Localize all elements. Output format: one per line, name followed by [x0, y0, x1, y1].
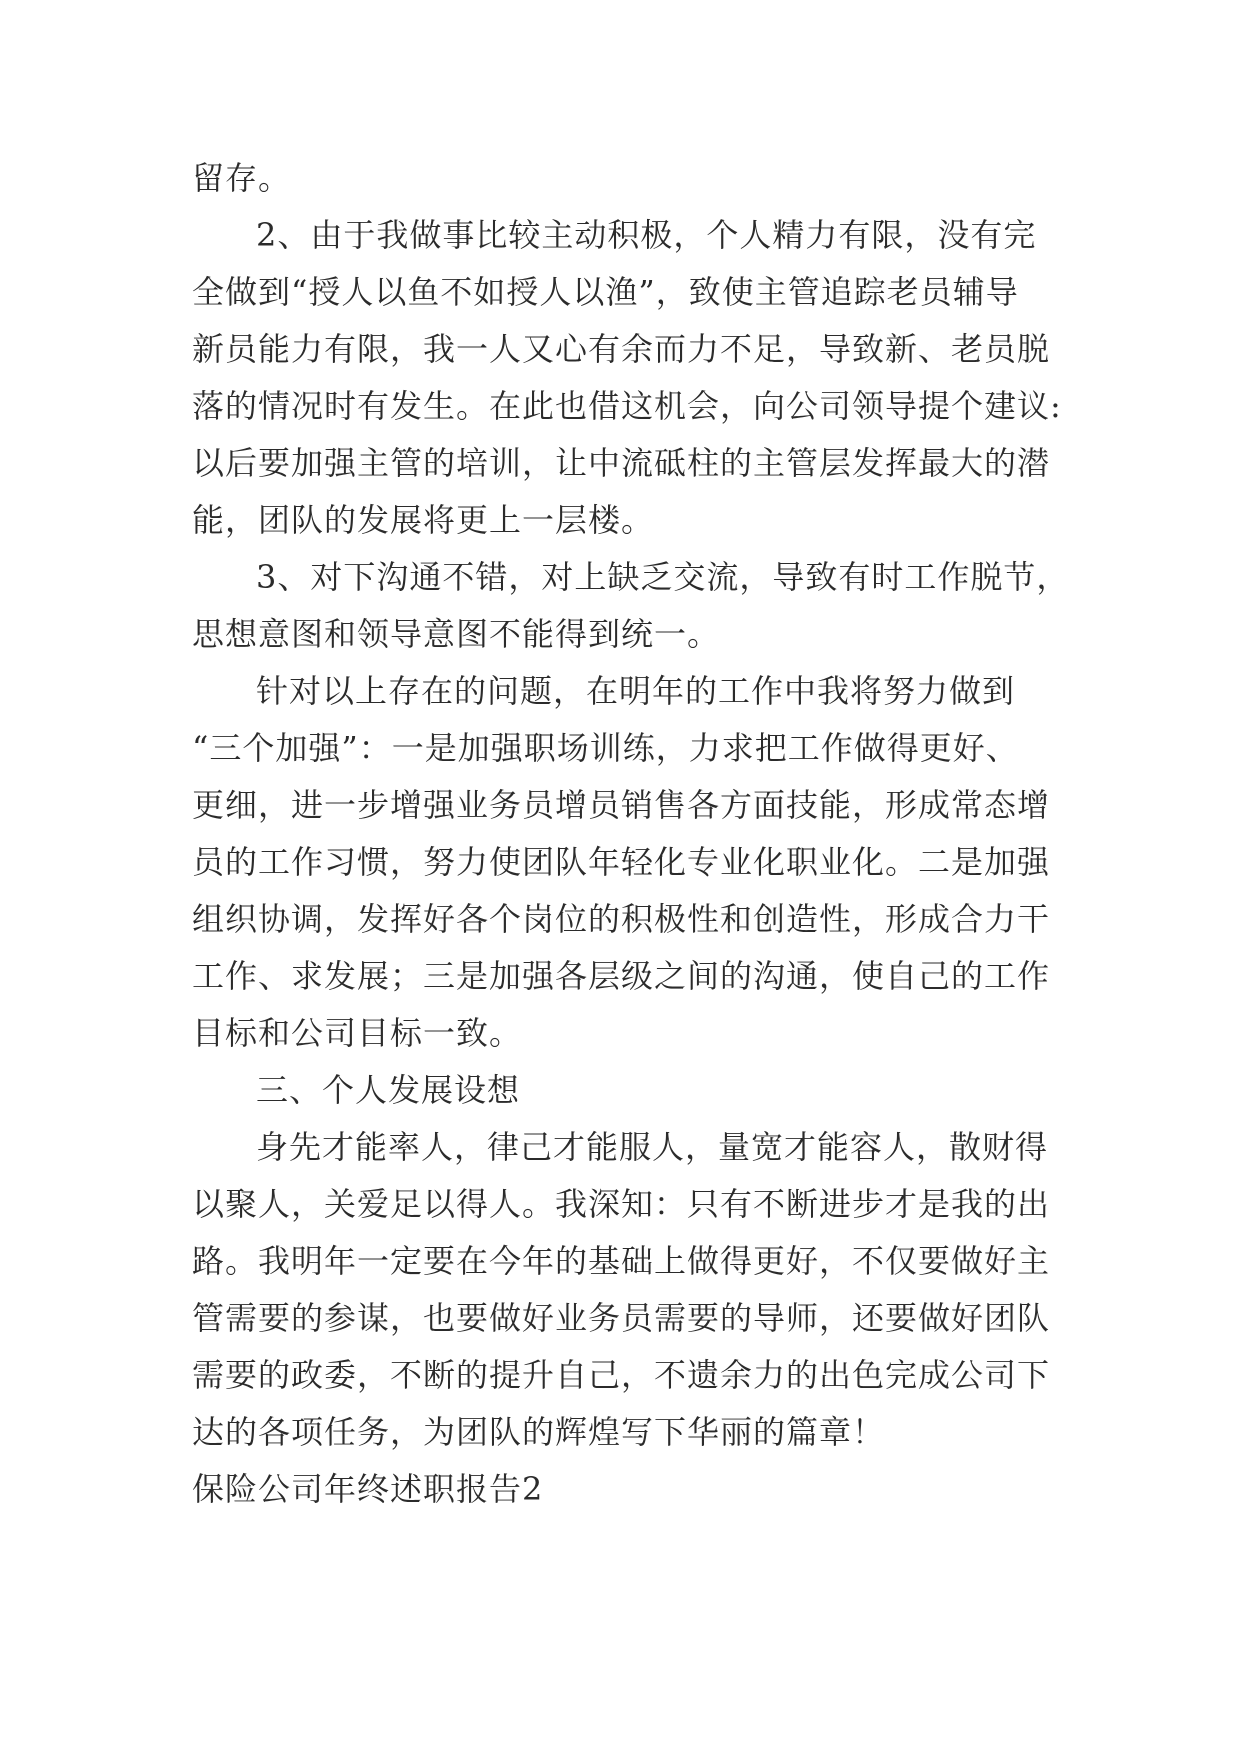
text-line: 全做到“授人以鱼不如授人以渔”，致使主管追踪老员辅导 — [192, 273, 1019, 311]
document-body — [192, 150, 1070, 1518]
text-line: 达的各项任务，为团队的辉煌写下华丽的篇章！ — [192, 1413, 886, 1451]
text-line: 思想意图和领导意图不能得到统一。 — [192, 615, 721, 653]
text-line: 留存。 — [192, 159, 292, 197]
text-line: 落的情况时有发生。在此也借这机会，向公司领导提个建议: — [192, 387, 1062, 425]
text-line: 员的工作习惯，努力使团队年轻化专业化职业化。二是加强 — [192, 843, 1051, 881]
text-line: 身先才能率人，律己才能服人，量宽才能容人，散财得 — [256, 1128, 1049, 1166]
text-line: “三个加强”：一是加强职场训练，力求把工作做得更好、 — [192, 729, 1019, 767]
document-title-line: 保险公司年终述职报告2 — [192, 1470, 544, 1508]
section-heading: 三、个人发展设想 — [256, 1071, 521, 1109]
text-line: 管需要的参谋，也要做好业务员需要的导师，还要做好团队 — [192, 1299, 1051, 1337]
text-line: 3、对下沟通不错，对上缺乏交流，导致有时工作脱节， — [256, 558, 1070, 596]
text-line: 需要的政委，不断的提升自己，不遗余力的出色完成公司下 — [192, 1356, 1051, 1394]
text-line: 能，团队的发展将更上一层楼。 — [192, 501, 655, 539]
text-line: 更细，进一步增强业务员增员销售各方面技能，形成常态增 — [192, 786, 1051, 824]
text-line: 以后要加强主管的培训，让中流砥柱的主管层发挥最大的潜 — [192, 444, 1051, 482]
text-line: 工作、求发展；三是加强各层级之间的沟通，使自己的工作 — [192, 957, 1051, 995]
text-line: 新员能力有限，我一人又心有余而力不足，导致新、老员脱 — [192, 330, 1051, 368]
text-line: 以聚人，关爱足以得人。我深知：只有不断进步才是我的出 — [192, 1185, 1051, 1223]
text-line: 组织协调，发挥好各个岗位的积极性和创造性，形成合力干 — [192, 900, 1051, 938]
text-line: 2、由于我做事比较主动积极，个人精力有限，没有完 — [256, 216, 1037, 254]
text-line: 路。我明年一定要在今年的基础上做得更好，不仅要做好主 — [192, 1242, 1051, 1280]
text-line: 针对以上存在的问题，在明年的工作中我将努力做到 — [256, 672, 1016, 710]
text-line: 目标和公司目标一致。 — [192, 1014, 523, 1052]
